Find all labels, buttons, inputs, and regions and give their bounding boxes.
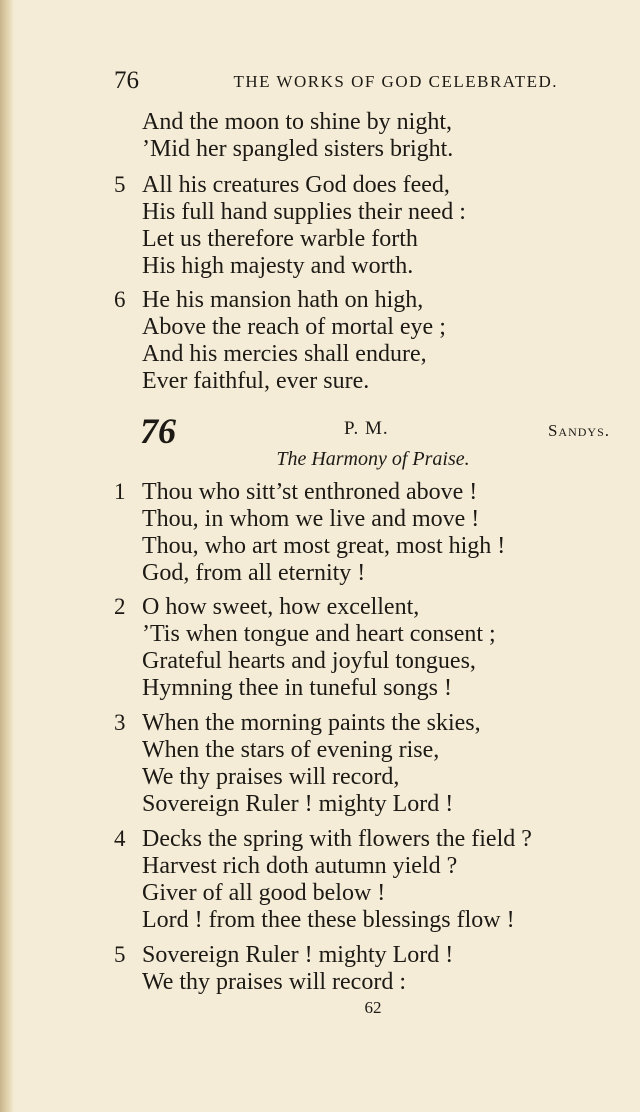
verse-line: When the stars of evening rise, — [142, 737, 440, 763]
verse-number: 6 — [114, 287, 126, 312]
verse-line: Thou who sitt’st enthroned above ! — [142, 479, 478, 505]
verse-line: We thy praises will record, — [142, 764, 400, 790]
verse-line: Decks the spring with flowers the field ? — [142, 826, 532, 852]
page-edge — [0, 0, 14, 1112]
verse-line: Sovereign Ruler ! mighty Lord ! — [142, 791, 454, 817]
verse-line: Giver of all good below ! — [142, 880, 386, 906]
verse-number: 2 — [114, 594, 126, 619]
signature-mark: 62 — [364, 998, 382, 1017]
verse-line: Hymning thee in tuneful songs ! — [142, 675, 452, 701]
verse-line: We thy praises will record : — [142, 969, 406, 995]
verse-number: 4 — [114, 826, 126, 851]
verse-line: His high majesty and worth. — [142, 253, 414, 279]
verse-line: Grateful hearts and joyful tongues, — [142, 648, 476, 674]
verse-line: And his mercies shall endure, — [142, 341, 427, 367]
hymn-number: 76 — [140, 411, 176, 451]
verse-line: Sovereign Ruler ! mighty Lord ! — [142, 942, 454, 968]
verse-line: Harvest rich doth autumn yield ? — [142, 853, 458, 879]
page-number: 76 — [114, 67, 139, 94]
verse-line: Lord ! from thee these blessings flow ! — [142, 907, 515, 933]
running-header — [114, 66, 558, 96]
verse-line: Thou, who art most great, most high ! — [142, 533, 506, 559]
verse-line: Thou, in whom we live and move ! — [142, 506, 480, 532]
verse-line: ’Tis when tongue and heart consent ; — [142, 621, 496, 647]
verse-line: And the moon to shine by night, — [142, 109, 452, 135]
verse-line: ’Mid her spangled sisters bright. — [142, 136, 454, 162]
hymn-meter: P. M. — [344, 418, 389, 439]
hymn-title: The Harmony of Praise. — [276, 448, 470, 470]
verse-line: God, from all eternity ! — [142, 560, 366, 586]
verse-line: Let us therefore warble forth — [142, 226, 418, 252]
verse-number: 1 — [114, 479, 126, 504]
verse-line: Ever faithful, ever sure. — [142, 368, 370, 394]
running-title: THE WORKS OF GOD CELEBRATED. — [233, 72, 558, 91]
verse-line: When the morning paints the skies, — [142, 710, 481, 736]
verse-number: 5 — [114, 942, 126, 967]
verse-number: 5 — [114, 172, 126, 197]
verse-line: O how sweet, how excellent, — [142, 594, 420, 620]
verse-line: He his mansion hath on high, — [142, 287, 424, 313]
verse-line: Above the reach of mortal eye ; — [142, 314, 446, 340]
hymn-author: Sandys. — [547, 421, 610, 440]
verse-number: 3 — [114, 710, 126, 735]
verse-line: His full hand supplies their need : — [142, 199, 466, 225]
verse-line: All his creatures God does feed, — [142, 172, 450, 198]
